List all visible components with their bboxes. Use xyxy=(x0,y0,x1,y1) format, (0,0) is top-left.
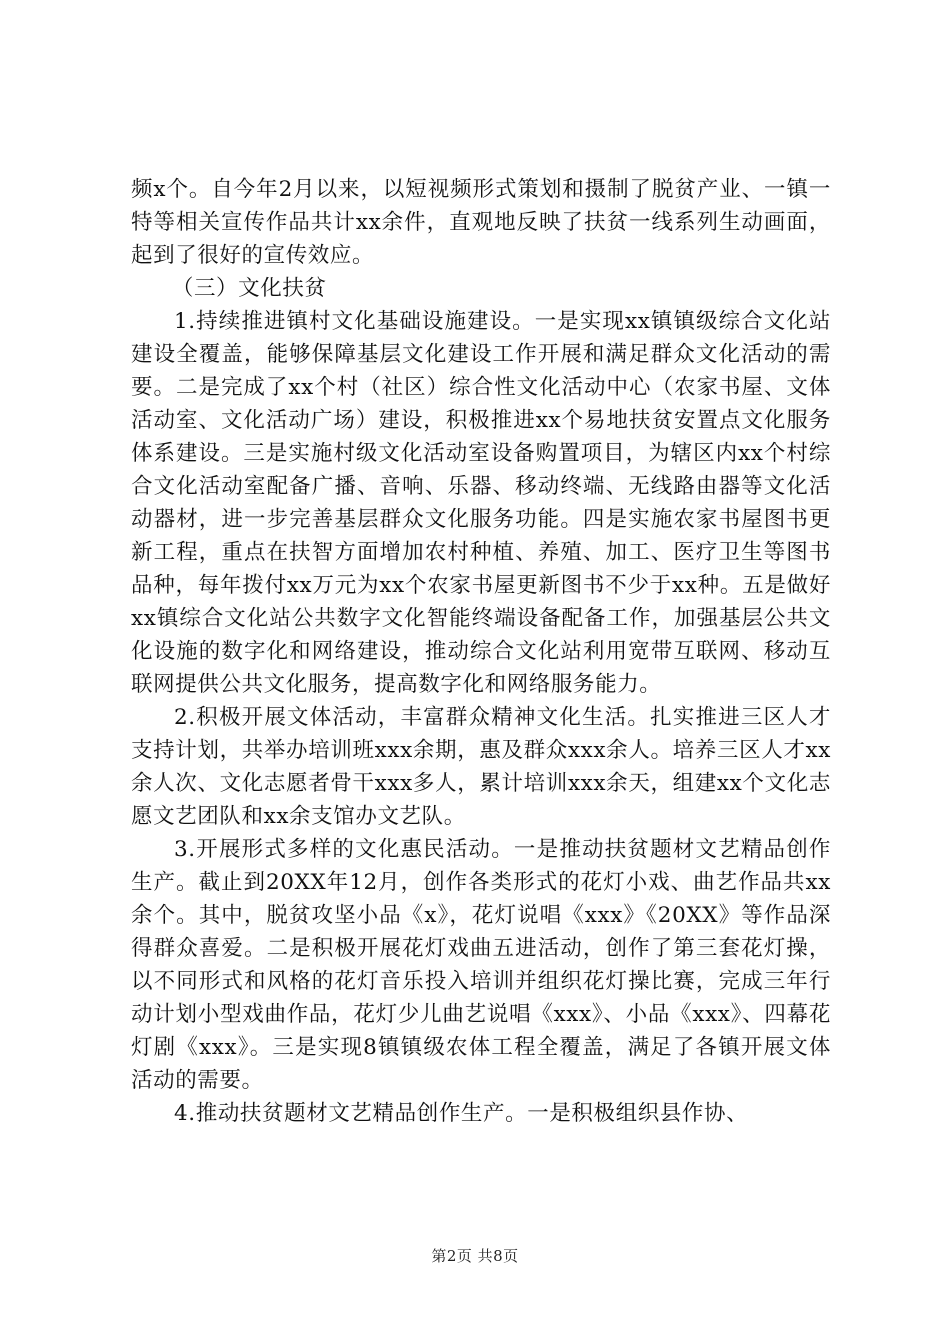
paragraph-item-1: 1.持续推进镇村文化基础设施建设。一是实现xx镇镇级综合文化站建设全覆盖，能够保障基层文化建设工作开展和满足群众文化活动的需要。二是完成了xx个村（社区）综合性文化活动中心（农家书屋、文体活动室、文化活动广场）建设，积极推进xx个易地扶贫安置点文化服务体系建设。三是实施村级文化活动室设备购置项目，为辖区内xx个村综合文化活动室配备广播、音响、乐器、移动终端、无线路由器等文化活动器材，进一步完善基层群众文化服务功能。四是实施农家书屋图书更新工程，重点在扶智方面增加农村种植、养殖、加工、医疗卫生等图书品种，每年拨付xx万元为xx个农家书屋更新图书不少于xx种。五是做好xx镇综合文化站公共数字文化智能终端设备配备工作，加强基层公共文化设施的数字化和网络建设，推动综合文化站利用宽带互联网、移动互联网提供公共文化服务，提高数字化和网络服务能力。 xyxy=(131,309,831,697)
paragraph-continuation: 频x个。自今年2月以来，以短视频形式策划和摄制了脱贫产业、一镇一特等相关宣传作品共计xx余件，直观地反映了扶贫一线系列生动画面，起到了很好的宣传效应。 xyxy=(131,177,831,268)
document-body xyxy=(131,173,831,1130)
paragraph-item-4: 4.推动扶贫题材文艺精品创作生产。一是积极组织县作协、 xyxy=(174,1101,749,1126)
paragraph-item-3: 3.开展形式多样的文化惠民活动。一是推动扶贫题材文艺精品创作生产。截止到20XX年12月，创作各类形式的花灯小戏、曲艺作品共xx余个。其中，脱贫攻坚小品《x》，花灯说唱《xxx》《20XX》等作品深得群众喜爱。二是积极开展花灯戏曲五进活动，创作了第三套花灯操，以不同形式和风格的花灯音乐投入培训并组织花灯操比赛，完成三年行动计划小型戏曲作品，花灯少儿曲艺说唱《xxx》、小品《xxx》、四幕花灯剧《xxx》。三是实现8镇镇级农体工程全覆盖，满足了各镇开展文体活动的需要。 xyxy=(131,837,831,1093)
paragraph-item-2: 2.积极开展文体活动，丰富群众精神文化生活。扎实推进三区人才支持计划，共举办培训班xxx余期，惠及群众xxx余人。培养三区人才xx余人次、文化志愿者骨干xxx多人，累计培训xxx余天，组建xx个文化志愿文艺团队和xx余支馆办文艺队。 xyxy=(131,705,831,829)
page-footer: 第2页 共8页 xyxy=(431,1247,519,1265)
section-heading-cultural-poverty-alleviation: （三）文化扶贫 xyxy=(171,276,327,301)
